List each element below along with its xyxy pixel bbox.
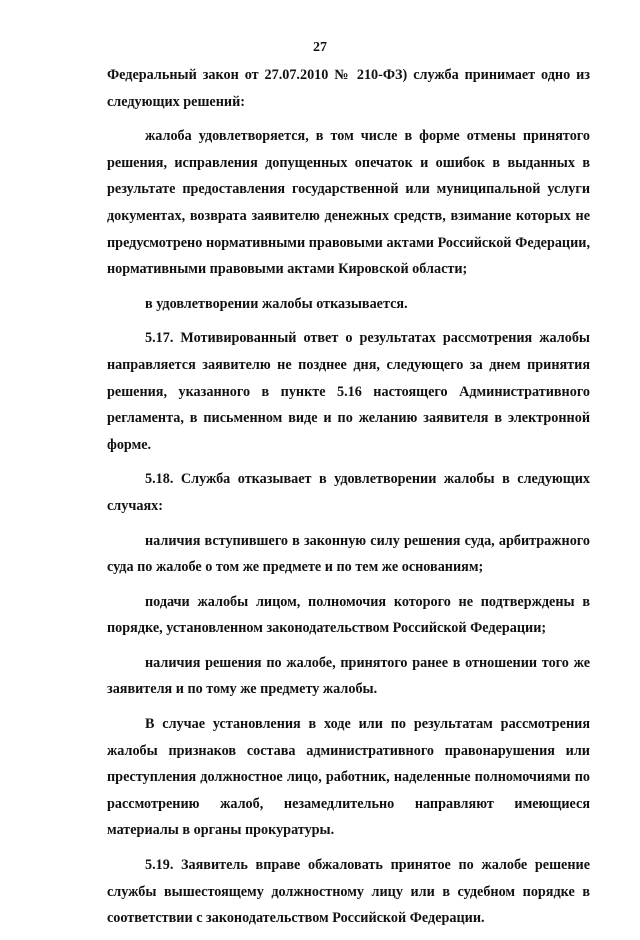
paragraph-court-decision: наличия вступившего в законную силу решения суда, арбитражного суда по жалобе о том же предмете и по тем же основаниям; (107, 532, 590, 576)
paragraph-unconfirmed-authority: подачи жалобы лицом, полномочия которого не подтверждены в порядке, установленном законодательством Российской Федерации; (107, 593, 590, 637)
paragraph-5-17: 5.17. Мотивированный ответ о результатах рассмотрения жалобы направляется заявителю не позднее дня, следующего за днем принятия решения, указанного в пункте 5.16 настоящего Административного регламента, в письменном виде и по желанию заявителя в электронной форме. (107, 330, 590, 453)
paragraph-continuation: Федеральный закон от 27.07.2010 № 210-ФЗ) служба принимает одно из следующих решений: (107, 67, 590, 110)
paragraph-complaint-satisfied: жалоба удовлетворяется, в том числе в форме отмены принятого решения, исправления допущенных опечаток и ошибок в выданных в результате предоставления государственной или муниципальной услуги документах, возврата заявителю денежных средств, взимание которых не предусмотрено нормативными правовыми актами Российской Федерации, нормативными правовыми актами Кировской области; (107, 128, 590, 278)
paragraph-5-18: 5.18. Служба отказывает в удовлетворении жалобы в следующих случаях: (107, 471, 590, 514)
document-body (107, 62, 590, 940)
paragraph-complaint-refused: в удовлетворении жалобы отказывается. (145, 295, 408, 312)
paragraph-prosecution: В случае установления в ходе или по результатам рассмотрения жалобы признаков состава административного правонарушения или преступления должностное лицо, работник, наделенные полномочиями по рассмотрению жалоб, незамедлительно направляют имеющиеся материалы в органы прокуратуры. (107, 716, 590, 839)
paragraph-5-19: 5.19. Заявитель вправе обжаловать принятое по жалобе решение службы вышестоящему должностному лицу или в судебном порядке в соответствии с законодательством Российской Федерации. (107, 857, 590, 927)
page-number: 27 (313, 40, 327, 55)
paragraph-prior-decision: наличия решения по жалобе, принятого ранее в отношении того же заявителя и по тому же предмету жалобы. (107, 654, 590, 698)
